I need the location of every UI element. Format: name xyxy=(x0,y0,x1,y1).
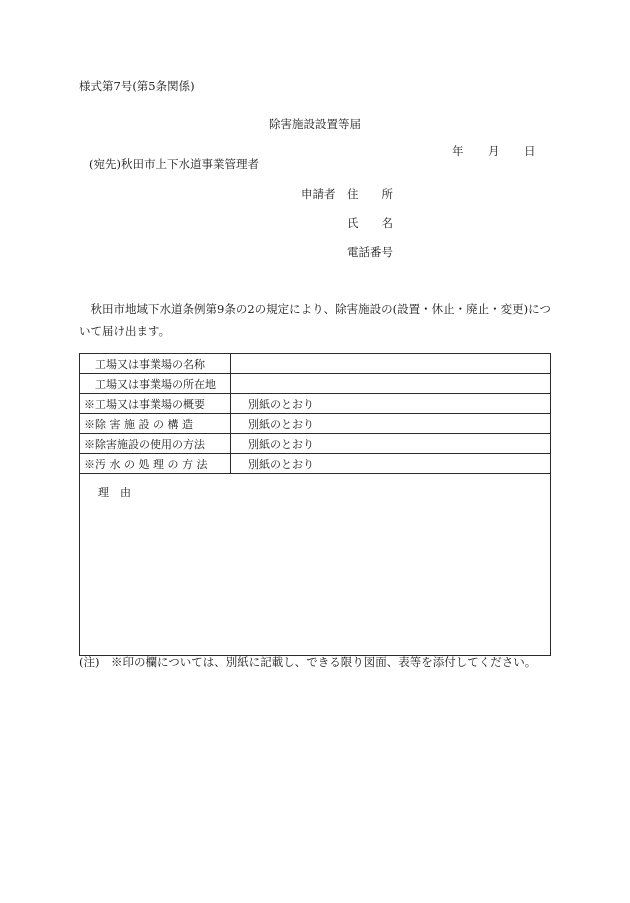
row-value[interactable]: 別紙のとおり xyxy=(231,394,551,414)
row-value[interactable]: 別紙のとおり xyxy=(231,434,551,454)
row-value[interactable] xyxy=(231,374,551,394)
row-label: 工場又は事業場の名称 xyxy=(80,354,231,374)
row-label: ※除害施設の使用の方法 xyxy=(80,434,231,454)
row-value[interactable]: 別紙のとおり xyxy=(231,414,551,434)
row-label: ※除 害 施 設 の 構 造 xyxy=(80,414,231,434)
date-line xyxy=(452,146,536,158)
table-row xyxy=(80,354,551,374)
table-row xyxy=(80,374,551,394)
document-title: 除害施設設置等届 xyxy=(269,117,361,131)
table-row xyxy=(80,394,551,414)
body-text: 秋田市地域下水道条例第9条の2の規定により、除害施設の(設置・休止・廃止・変更)について届け出ます。 xyxy=(79,302,551,338)
form-number: 様式第7号(第5条関係) xyxy=(79,79,195,93)
row-label: ※汚 水 の 処 理 の 方 法 xyxy=(80,454,231,474)
table-row xyxy=(80,414,551,434)
date-year: 年 xyxy=(452,144,464,158)
row-value[interactable]: 別紙のとおり xyxy=(231,454,551,474)
applicant-label: 申請者 xyxy=(301,187,336,201)
phone-label: 電話番号 xyxy=(347,245,393,259)
footnote: (注) ※印の欄については、別紙に記載し、できる限り図面、表等を添付してください。 xyxy=(79,655,537,669)
reason-row xyxy=(80,474,551,656)
date-day: 日 xyxy=(524,144,536,158)
addressee: (宛先)秋田市上下水道事業管理者 xyxy=(89,157,259,171)
address-label: 住 所 xyxy=(347,187,393,201)
name-label: 氏 名 xyxy=(347,216,393,230)
table-row xyxy=(80,454,551,474)
reason-field[interactable]: 理 由 xyxy=(80,474,551,656)
row-value[interactable] xyxy=(231,354,551,374)
row-label: 工場又は事業場の所在地 xyxy=(80,374,231,394)
row-label: ※工場又は事業場の概要 xyxy=(80,394,231,414)
info-table xyxy=(79,353,551,656)
date-month: 月 xyxy=(488,144,500,158)
table-row xyxy=(80,434,551,454)
